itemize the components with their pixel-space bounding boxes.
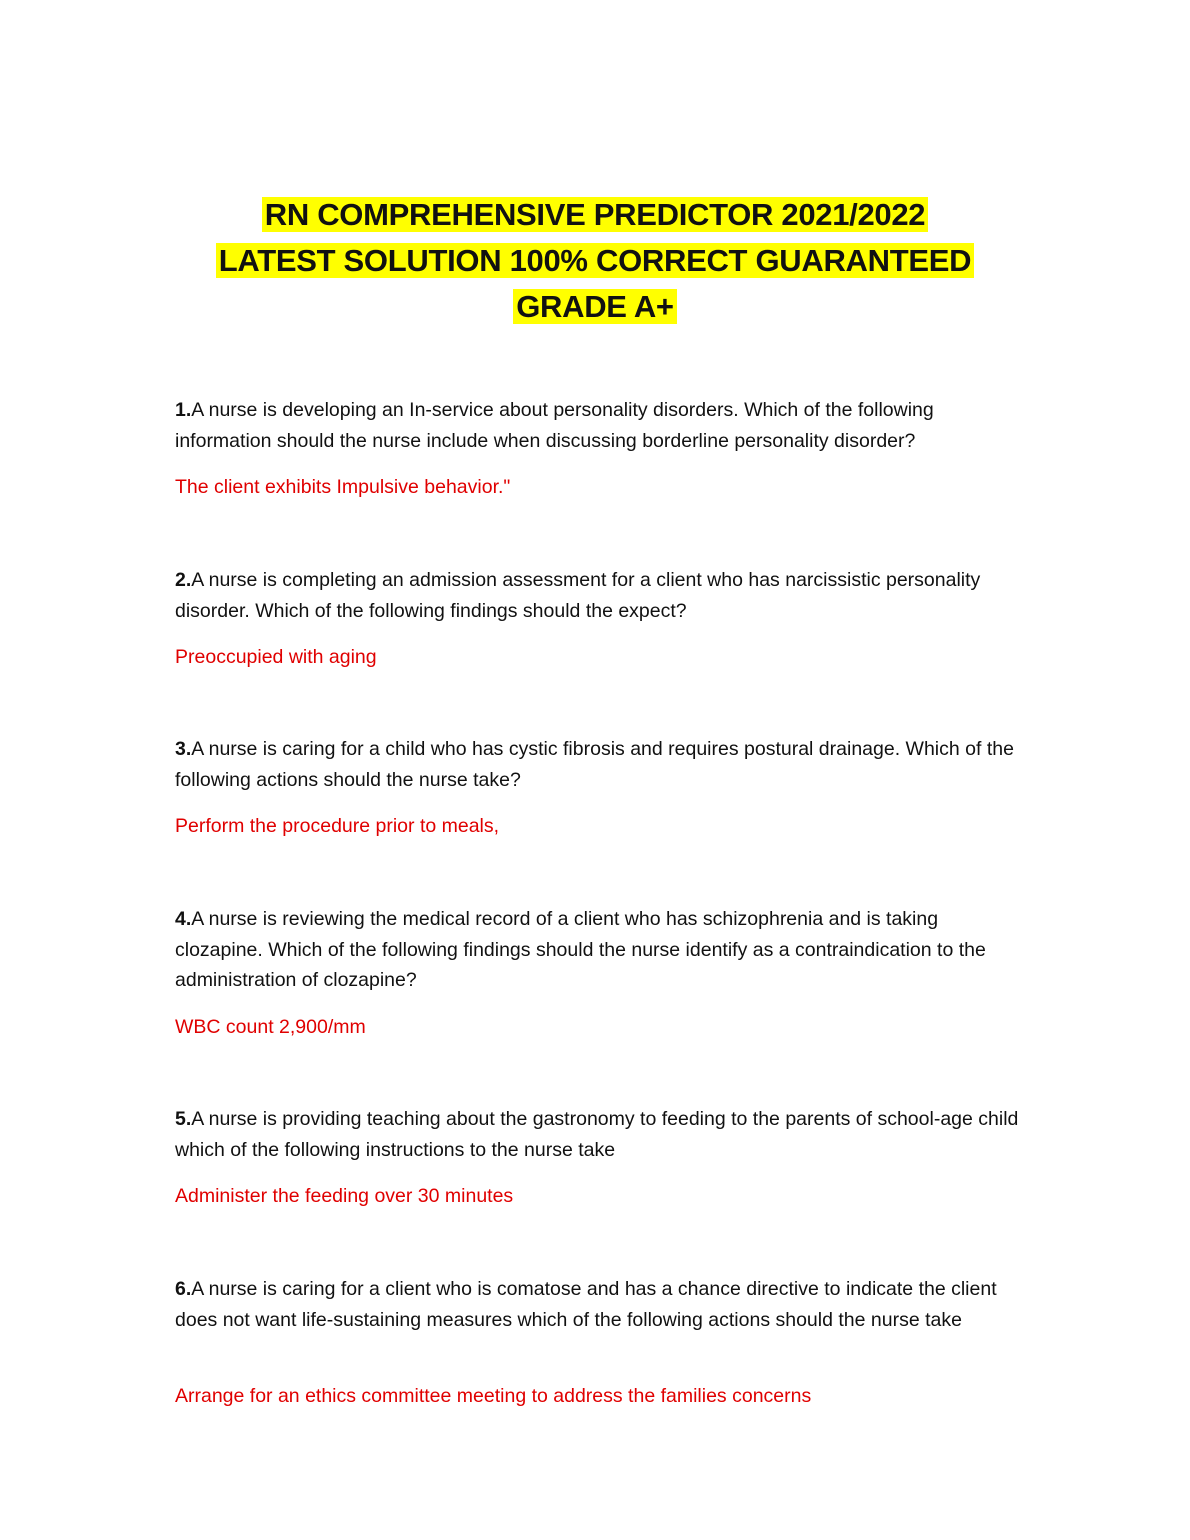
question-number: 6.	[175, 1278, 192, 1300]
question-3	[175, 734, 1025, 795]
answer-5: Administer the feeding over 30 minutes	[175, 1185, 514, 1207]
question-2	[175, 565, 1025, 626]
answer-6: Arrange for an ethics committee meeting to address the families concerns	[175, 1385, 812, 1407]
answer-1: The client exhibits Impulsive behavior."	[175, 476, 511, 498]
question-number: 5.	[175, 1108, 192, 1130]
answer-2: Preoccupied with aging	[175, 646, 377, 668]
question-text: A nurse is caring for a client who is comatose and has a chance directive to indicate the client does not want life-sustaining measures which of the following actions should the nurse take	[175, 1278, 997, 1331]
question-number: 2.	[175, 569, 192, 591]
answer-4: WBC count 2,900/mm	[175, 1016, 366, 1038]
question-1	[175, 395, 1025, 456]
question-number: 1.	[175, 399, 192, 421]
question-text: A nurse is developing an In-service about personality disorders. Which of the following information should the nurse include when discussing borderline personality disorder?	[175, 399, 934, 452]
title-line-1: RN COMPREHENSIVE PREDICTOR 2021/2022	[0, 192, 1190, 238]
question-5	[175, 1104, 1025, 1165]
question-6	[175, 1274, 1025, 1335]
title-line-2: LATEST SOLUTION 100% CORRECT GUARANTEED	[0, 238, 1190, 284]
question-text: A nurse is reviewing the medical record of a client who has schizophrenia and is taking clozapine. Which of the following findings should the nurse identify as a contraindication to the administration of clozapine?	[175, 908, 986, 991]
question-text: A nurse is caring for a child who has cystic fibrosis and requires postural drainage. Which of the following actions should the nurse take?	[175, 738, 1014, 791]
question-text: A nurse is completing an admission assessment for a client who has narcissistic personality disorder. Which of the following findings should the expect?	[175, 569, 981, 622]
question-4	[175, 904, 1025, 996]
document-title	[0, 192, 1190, 330]
question-number: 3.	[175, 738, 192, 760]
answer-3: Perform the procedure prior to meals,	[175, 815, 500, 837]
question-text: A nurse is providing teaching about the gastronomy to feeding to the parents of school-age child which of the following instructions to the nurse take	[175, 1108, 1019, 1161]
question-number: 4.	[175, 908, 192, 930]
title-line-3: GRADE A+	[0, 284, 1190, 330]
